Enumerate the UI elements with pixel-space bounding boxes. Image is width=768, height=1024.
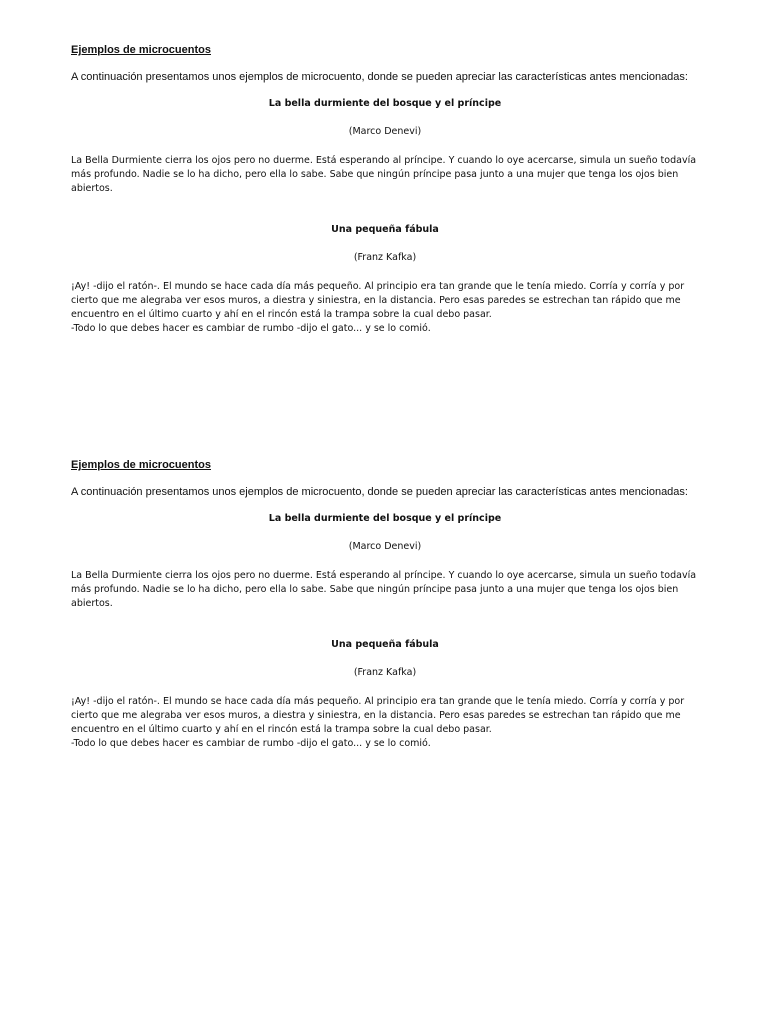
story-paragraph: -Todo lo que debes hacer es cambiar de rumbo -dijo el gato... y se lo comió.	[71, 738, 431, 749]
story-paragraph: ¡Ay! -dijo el ratón-. El mundo se hace cada día más pequeño. Al principio era tan grande que le tenía miedo. Corría y corría y por cierto que me alegraba ver esos muros, a diestra y siniestra, en la distancia. Pero esas paredes se estrechan tan rápido que me encuentro en el último cuarto y ahí en el rincón está la trampa sobre la cual debo pasar.	[71, 696, 685, 735]
story-paragraph: La Bella Durmiente cierra los ojos pero no duerme. Está esperando al príncipe. Y cuando lo oye acercarse, simula un sueño todavía más profundo. Nadie se lo ha dicho, pero ella lo sabe. Sabe que ningún príncipe pasa junto a una mujer que tenga los ojos bien abiertos.	[71, 155, 697, 194]
microcuentos-section-2	[71, 458, 699, 751]
story-author: (Franz Kafka)	[353, 667, 417, 678]
story-title: Una pequeña fábula	[331, 639, 439, 650]
section-heading: Ejemplos de microcuentos	[71, 44, 211, 56]
story-paragraph: ¡Ay! -dijo el ratón-. El mundo se hace cada día más pequeño. Al principio era tan grande que le tenía miedo. Corría y corría y por cierto que me alegraba ver esos muros, a diestra y siniestra, en la distancia. Pero esas paredes se estrechan tan rápido que me encuentro en el último cuarto y ahí en el rincón está la trampa sobre la cual debo pasar.	[71, 281, 685, 320]
story-bella-durmiente	[71, 97, 699, 196]
section-intro: A continuación presentamos unos ejemplos de microcuento, donde se pueden apreciar las características antes mencionadas:	[71, 486, 688, 498]
section-heading: Ejemplos de microcuentos	[71, 459, 211, 471]
story-text	[71, 280, 699, 336]
story-title: La bella durmiente del bosque y el príncipe	[268, 513, 502, 524]
story-author: (Marco Denevi)	[348, 126, 422, 137]
section-intro: A continuación presentamos unos ejemplos de microcuento, donde se pueden apreciar las características antes mencionadas:	[71, 71, 688, 83]
story-pequena-fabula	[71, 223, 699, 336]
story-title: La bella durmiente del bosque y el príncipe	[268, 98, 502, 109]
story-pequena-fabula	[71, 638, 699, 751]
story-text	[71, 569, 699, 611]
story-author: (Franz Kafka)	[353, 252, 417, 263]
story-title: Una pequeña fábula	[331, 224, 439, 235]
story-bella-durmiente	[71, 512, 699, 611]
microcuentos-section-1	[71, 43, 699, 336]
story-author: (Marco Denevi)	[348, 541, 422, 552]
story-text	[71, 695, 699, 751]
story-paragraph: La Bella Durmiente cierra los ojos pero no duerme. Está esperando al príncipe. Y cuando lo oye acercarse, simula un sueño todavía más profundo. Nadie se lo ha dicho, pero ella lo sabe. Sabe que ningún príncipe pasa junto a una mujer que tenga los ojos bien abiertos.	[71, 570, 697, 609]
story-paragraph: -Todo lo que debes hacer es cambiar de rumbo -dijo el gato... y se lo comió.	[71, 323, 431, 334]
story-text	[71, 154, 699, 196]
